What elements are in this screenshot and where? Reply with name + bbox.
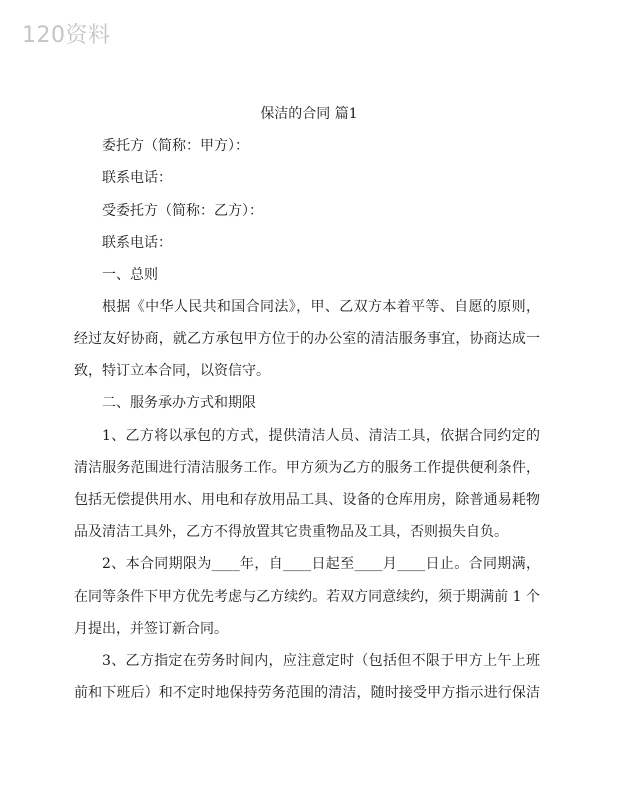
party-a-label: 委托方（简称：甲方）： — [102, 138, 249, 154]
party-a-phone-label: 联系电话： — [102, 170, 172, 186]
clause-line: 在同等条件下甲方优先考虑与乙方续约。若双方同意续约，须于期满前 1 个 — [74, 589, 540, 605]
clause-line: 2、本合同期限为____年，自____日起至____月____日止。合同期满， — [102, 556, 540, 572]
paragraph-line: 经过友好协商，就乙方承包甲方位于的办公室的清洁服务事宜，协商达成一 — [74, 331, 540, 347]
clause-line: 3、乙方指定在劳务时间内，应注意定时（包括但不限于甲方上午上班 — [102, 653, 540, 669]
clause-line: 前和下班后）和不定时地保持劳务范围的清洁，随时接受甲方指示进行保洁 — [74, 685, 540, 701]
paragraph-line: 根据《中华人民共和国合同法》，甲、乙双方本着平等、自愿的原则， — [102, 299, 540, 315]
clause-line: 包括无偿提供用水、用电和存放用品工具、设备的仓库用房，除普通易耗物 — [74, 492, 540, 508]
clause-line: 清洁服务范围进行清洁服务工作。甲方须为乙方的服务工作提供便利条件， — [74, 460, 540, 476]
clause-line: 1、乙方将以承包的方式，提供清洁人员、清洁工具，依据合同约定的 — [102, 428, 540, 444]
watermark-logo: 120资料 — [22, 23, 111, 48]
clause-line: 品及清洁工具外，乙方不得放置其它贵重物品及工具，否则损失自负。 — [74, 524, 508, 540]
party-b-label: 受委托方（简称：乙方）： — [102, 203, 263, 219]
section-heading-general: 一、总则 — [102, 267, 158, 283]
section-heading-service: 二、服务承办方式和期限 — [102, 395, 256, 411]
paragraph-line: 致，特订立本合同，以资信守。 — [74, 363, 270, 379]
clause-line: 月提出，并签订新合同。 — [74, 621, 228, 637]
document-title: 保洁的合同 篇1 — [260, 106, 358, 122]
party-b-phone-label: 联系电话： — [102, 235, 172, 251]
